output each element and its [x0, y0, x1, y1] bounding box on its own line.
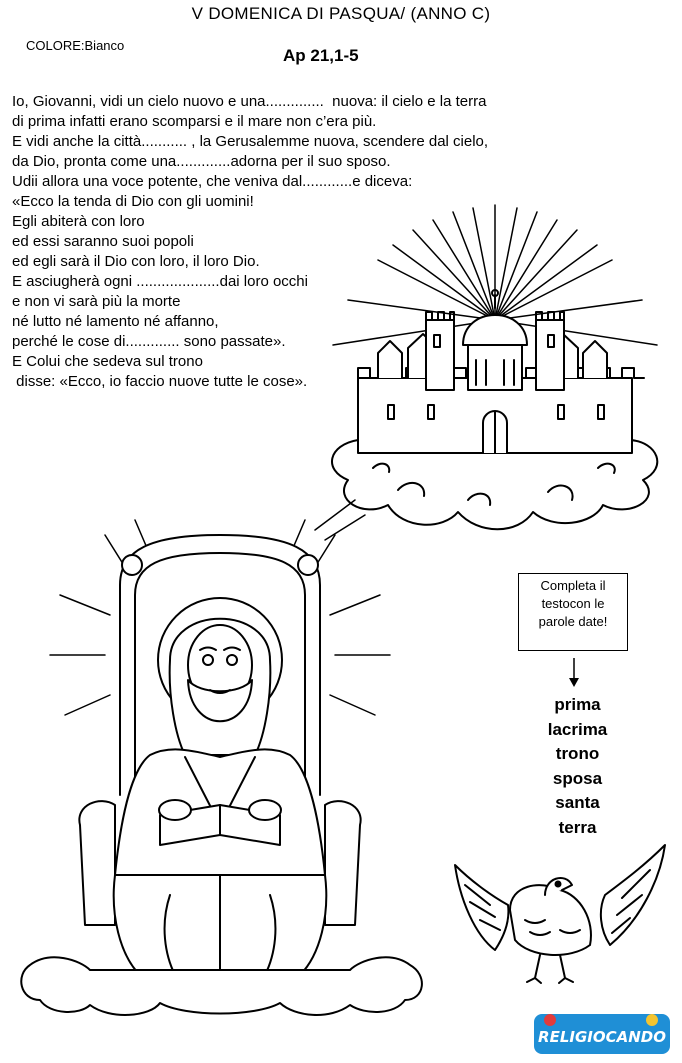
text-line: Io, Giovanni, vidi un cielo nuovo e una.............. nuova: il cielo e la terra [12, 93, 487, 110]
text-line: di prima infatti erano scomparsi e il mare non c’era più. [12, 113, 377, 130]
text-line: E asciugherà ogni ....................dai loro occhi [12, 273, 308, 290]
instruction-box [518, 573, 628, 651]
instruction-line: testocon le [541, 596, 605, 611]
text-line: disse: «Ecco, io faccio nuove tutte le cose». [12, 373, 308, 390]
text-line: «Ecco la tenda di Dio con gli uomini! [12, 193, 254, 210]
scripture-reference: Ap 21,1-5 [283, 46, 359, 65]
word-bank-item: terra [558, 817, 597, 837]
word-bank-item: santa [555, 793, 600, 812]
text-line: E vidi anche la città........... , la Gerusalemme nuova, scendere dal cielo, [12, 133, 489, 150]
text-line: da Dio, pronta come una.............adorna per il suo sposo. [12, 153, 391, 170]
logo-text: RELIGIOCANDO [538, 1028, 666, 1046]
enthroned-christ-illustration [10, 495, 430, 1020]
instruction-line: parole date! [538, 614, 608, 629]
text-line: perché le cose di............. sono passate». [12, 333, 286, 350]
eagle-illustration [450, 840, 675, 985]
word-bank [510, 693, 645, 840]
word-bank-item: lacrima [547, 719, 608, 739]
page-title: V DOMENICA DI PASQUA/ (ANNO C) [191, 4, 491, 23]
text-line: Egli abiterà con loro [12, 213, 145, 230]
word-bank-item: trono [555, 744, 600, 763]
text-line: né lutto né lamento né affanno, [12, 313, 219, 330]
liturgical-color: COLORE:Bianco [26, 38, 125, 53]
word-bank-item: prima [554, 695, 601, 714]
text-line: E Colui che sedeva sul trono [12, 353, 203, 370]
word-bank-item: sposa [552, 768, 603, 788]
text-line: e non vi sarà più la morte [12, 293, 181, 310]
instruction-line: Completa il [540, 578, 606, 593]
text-line: ed egli sarà il Dio con loro, il loro Dio. [12, 253, 260, 270]
text-line: Udii allora una voce potente, che veniva dal............e diceva: [12, 173, 413, 190]
text-line: ed essi saranno suoi popoli [12, 233, 194, 250]
religiocando-logo [532, 1008, 672, 1058]
down-arrow-icon [566, 658, 582, 688]
